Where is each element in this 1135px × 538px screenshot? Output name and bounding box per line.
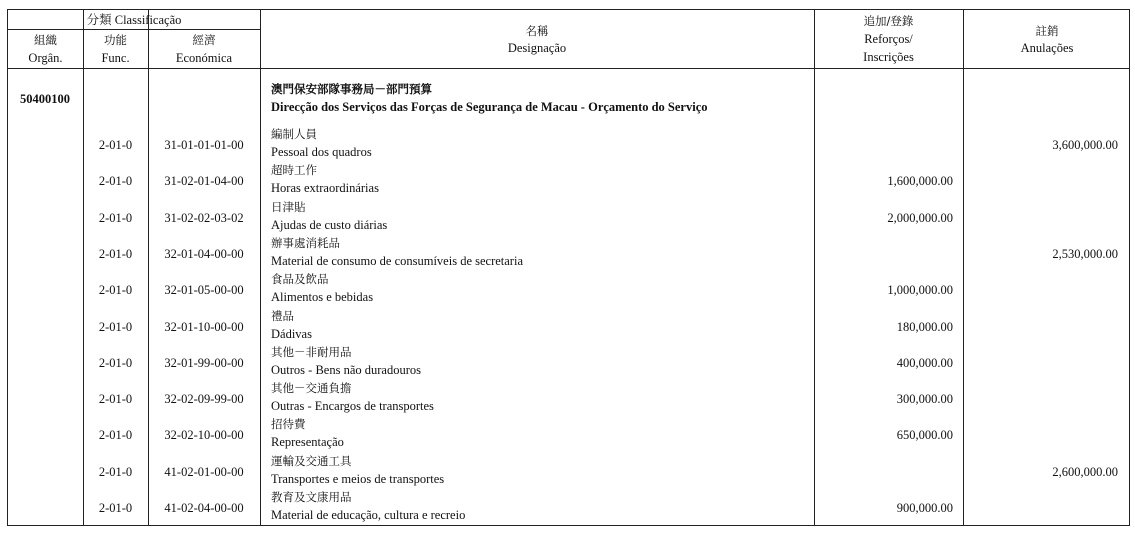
item-name-zh: 教育及文康用品 — [271, 490, 352, 504]
item-name-pt: Material de consumo de consumíveis de secretaria — [271, 253, 523, 268]
item-name-zh: 其他－交通負擔 — [271, 381, 352, 396]
func-code: 2-01-0 — [98, 355, 133, 370]
item-name-pt: Transportes e meios de transportes — [271, 471, 445, 486]
func-code: 2-01-0 — [98, 501, 133, 515]
item-name-zh: 食品及飲品 — [271, 272, 329, 287]
func-header-zh: 功能 — [104, 33, 127, 47]
budget-table — [7, 9, 1130, 526]
econ-code: 32-01-05-00-00 — [164, 283, 244, 298]
reinforcement-amount: 1,600,000.00 — [887, 174, 953, 189]
econ-code: 31-02-02-03-02 — [164, 210, 244, 225]
item-name-pt: Dádivas — [271, 326, 312, 341]
econ-code: 41-02-01-00-00 — [164, 464, 244, 479]
item-name-pt: Pessoal dos quadros — [271, 145, 372, 159]
func-code: 2-01-0 — [98, 210, 133, 225]
item-name-pt: Outras - Encargos de transportes — [271, 399, 434, 414]
reinforcement-amount: 180,000.00 — [896, 319, 953, 334]
func-code: 2-01-0 — [98, 464, 133, 479]
item-name-zh: 禮品 — [271, 308, 294, 323]
func-header-pt: Func. — [101, 51, 130, 65]
item-name-zh: 運輸及交通工具 — [271, 453, 352, 468]
func-code: 2-01-0 — [98, 428, 133, 443]
annulment-header-pt: Anulações — [1020, 41, 1074, 55]
classification-header: 分類 Classificação — [86, 13, 182, 27]
item-name-pt: Material de educação, cultura e recreio — [271, 508, 466, 522]
func-code: 2-01-0 — [98, 174, 133, 189]
item-name-zh: 招待費 — [271, 417, 306, 432]
annulment-header-zh: 註銷 — [1035, 24, 1059, 38]
func-code: 2-01-0 — [98, 392, 133, 407]
annulment-amount: 2,600,000.00 — [1052, 464, 1118, 479]
func-code: 2-01-0 — [98, 138, 133, 152]
organ-header-pt: Orgân. — [28, 51, 63, 65]
item-name-zh: 編制人員 — [271, 127, 317, 141]
econ-code: 32-01-10-00-00 — [164, 319, 244, 334]
header-divider — [8, 29, 260, 30]
column-divider — [260, 10, 261, 525]
reinforcement-amount: 650,000.00 — [896, 428, 953, 443]
item-name-zh: 其他－非耐用品 — [271, 344, 352, 359]
item-name-zh: 辦事處消耗品 — [271, 235, 340, 250]
reinforcement-header-zh: 追加/登錄 — [863, 14, 914, 28]
organ-header-zh: 組織 — [34, 33, 57, 47]
item-name-pt: Representação — [271, 435, 344, 450]
econ-code: 32-01-99-00-00 — [164, 355, 244, 370]
department-title-pt: Direcção dos Serviços das Forças de Segurança de Macau - Orçamento do Serviço — [271, 100, 708, 114]
econ-code: 32-02-09-99-00 — [164, 392, 244, 407]
econ-header-zh: 經濟 — [192, 33, 216, 47]
column-divider — [83, 10, 84, 525]
annulment-amount: 2,530,000.00 — [1052, 246, 1118, 261]
econ-header-pt: Económica — [175, 51, 233, 65]
func-code: 2-01-0 — [98, 319, 133, 334]
item-name-zh: 超時工作 — [271, 163, 317, 178]
reinforcement-amount: 400,000.00 — [896, 355, 953, 370]
header-bottom-border — [8, 68, 1129, 69]
econ-code: 31-01-01-01-00 — [164, 138, 244, 152]
func-code: 2-01-0 — [98, 246, 133, 261]
item-name-pt: Horas extraordinárias — [271, 181, 379, 196]
designation-header-pt: Designação — [507, 41, 567, 55]
reinforcement-amount: 2,000,000.00 — [887, 210, 953, 225]
econ-code: 32-02-10-00-00 — [164, 428, 244, 443]
column-divider — [148, 10, 149, 525]
reinforcement-header-pt1: Reforços/ — [864, 32, 913, 46]
econ-code: 41-02-04-00-00 — [164, 501, 244, 515]
column-divider — [814, 10, 815, 525]
reinforcement-amount: 300,000.00 — [896, 392, 953, 407]
column-divider — [963, 10, 964, 525]
designation-header-zh: 名稱 — [525, 24, 549, 38]
reinforcement-header-pt2: Inscrições — [863, 50, 914, 64]
econ-code: 32-01-04-00-00 — [164, 246, 244, 261]
item-name-pt: Alimentos e bebidas — [271, 290, 374, 305]
department-title-zh: 澳門保安部隊事務局－部門預算 — [271, 82, 432, 96]
econ-code: 31-02-01-04-00 — [164, 174, 244, 189]
annulment-amount: 3,600,000.00 — [1052, 138, 1118, 152]
func-code: 2-01-0 — [98, 283, 133, 298]
item-name-pt: Ajudas de custo diárias — [271, 217, 388, 232]
reinforcement-amount: 900,000.00 — [896, 501, 953, 515]
item-name-zh: 日津貼 — [271, 199, 306, 214]
reinforcement-amount: 1,000,000.00 — [887, 283, 953, 298]
department-code: 50400100 — [20, 92, 70, 106]
item-name-pt: Outros - Bens não duradouros — [271, 362, 421, 377]
